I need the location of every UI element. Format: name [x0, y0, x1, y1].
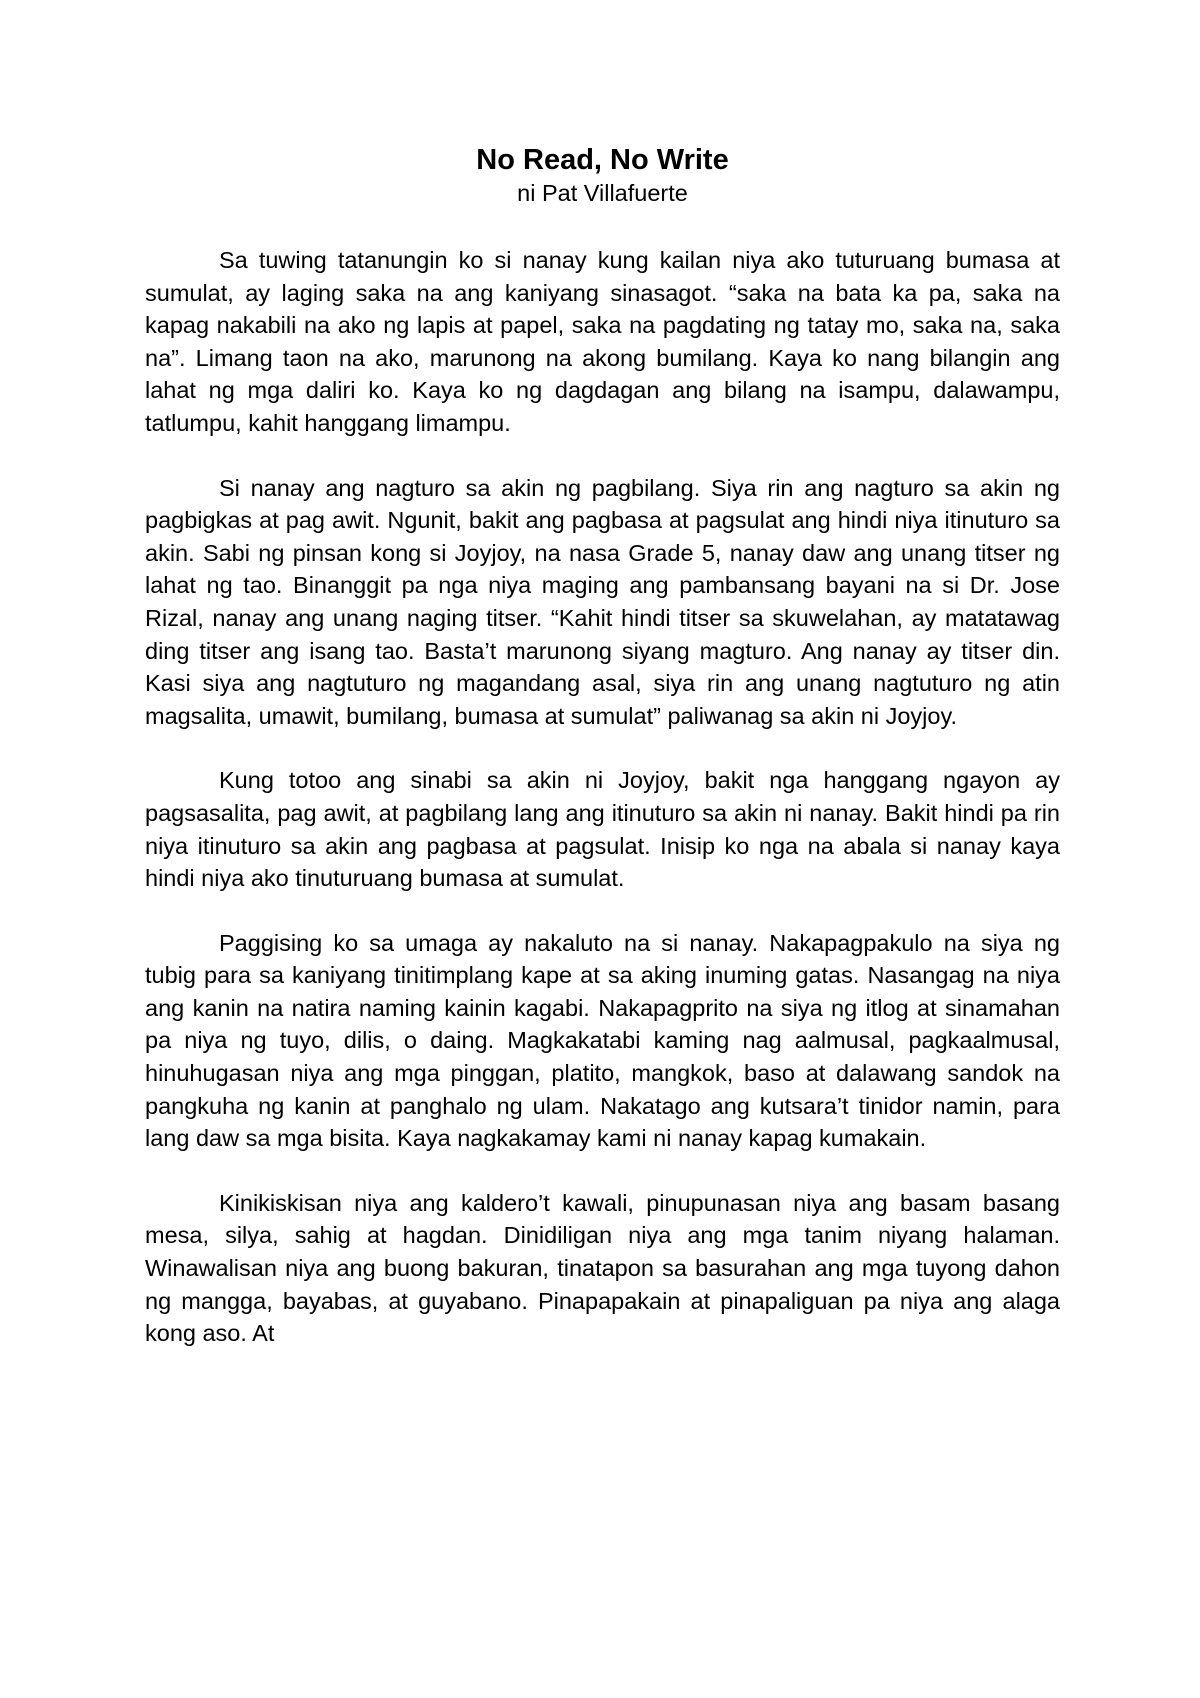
paragraph: Kinikiskisan niya ang kaldero’t kawali, pinupunasan niya ang basam basang mesa, silya, sahig at hagdan. Dinidiligan niya ang mga tanim niyang halaman. Winawalisan niya ang buong bakuran, tinatapon sa basurahan ang mga tuyong dahon ng mangga, bayabas, at guyabano. Pinapapakain at pinapaliguan pa niya ang alaga kong aso. At: [145, 1189, 1060, 1347]
paragraph: Sa tuwing tatanungin ko si nanay kung kailan niya ako tuturuang bumasa at sumulat, ay laging saka na ang kaniyang sinasagot. “saka na bata ka pa, saka na kapag nakabili na ako ng lapis at papel, saka na pagdating ng tatay mo, saka na, saka na”. Limang taon na ako, marunong na akong bumilang. Kaya ko nang bilangin ang lahat ng mga daliri ko. Kaya ko ng dagdagan ang bilang na isampu, dalawampu, tatlumpu, kahit hanggang limampu.: [145, 247, 1060, 436]
document-title: No Read, No Write: [476, 144, 729, 176]
author-byline: ni Pat Villafuerte: [517, 180, 688, 206]
paragraph: Kung totoo ang sinabi sa akin ni Joyjoy, bakit nga hanggang ngayon ay pagsasalita, pag awit, at pagbilang lang ang itinuturo sa akin ni nanay. Bakit hindi pa rin niya itinuturo sa akin ang pagbasa at pagsulat. Inisip ko nga na abala si nanay kaya hindi niya ako tinuturuang bumasa at sumulat.: [145, 767, 1060, 892]
paragraph: Si nanay ang nagturo sa akin ng pagbilang. Siya rin ang nagturo sa akin ng pagbigkas at pag awit. Ngunit, bakit ang pagbasa at pagsulat ang hindi niya itinuturo sa akin. Sabi ng pinsan kong si Joyjoy, na nasa Grade 5, nanay daw ang unang titser ng lahat ng tao. Binanggit pa nga niya maging ang pambansang bayani na si Dr. Jose Rizal, nanay ang unang naging titser. “Kahit hindi titser sa skuwelahan, ay matatawag ding titser ang isang tao. Basta’t marunong siyang magturo. Ang nanay ay titser din. Kasi siya ang nagtuturo ng magandang asal, siya rin ang unang nagtuturo ng atin magsalita, umawit, bumilang, bumasa at sumulat” paliwanag sa akin ni Joyjoy.: [145, 474, 1060, 729]
paragraph: Paggising ko sa umaga ay nakaluto na si nanay. Nakapagpakulo na siya ng tubig para sa kaniyang tinitimplang kape at sa aking inuming gatas. Nasangag na niya ang kanin na natira naming kainin kagabi. Nakapagprito na siya ng itlog at sinamahan pa niya ng tuyo, dilis, o daing. Magkakatabi kaming nag aalmusal, pagkaalmusal, hinuhugasan niya ang mga pinggan, platito, mangkok, baso at dalawang sandok na pangkuha ng kanin at panghalo ng ulam. Nakatago ang kutsara’t tinidor namin, para lang daw sa mga bisita. Kaya nagkakamay kami ni nanay kapag kumakain.: [145, 929, 1060, 1152]
document-page: [145, 143, 1060, 1382]
